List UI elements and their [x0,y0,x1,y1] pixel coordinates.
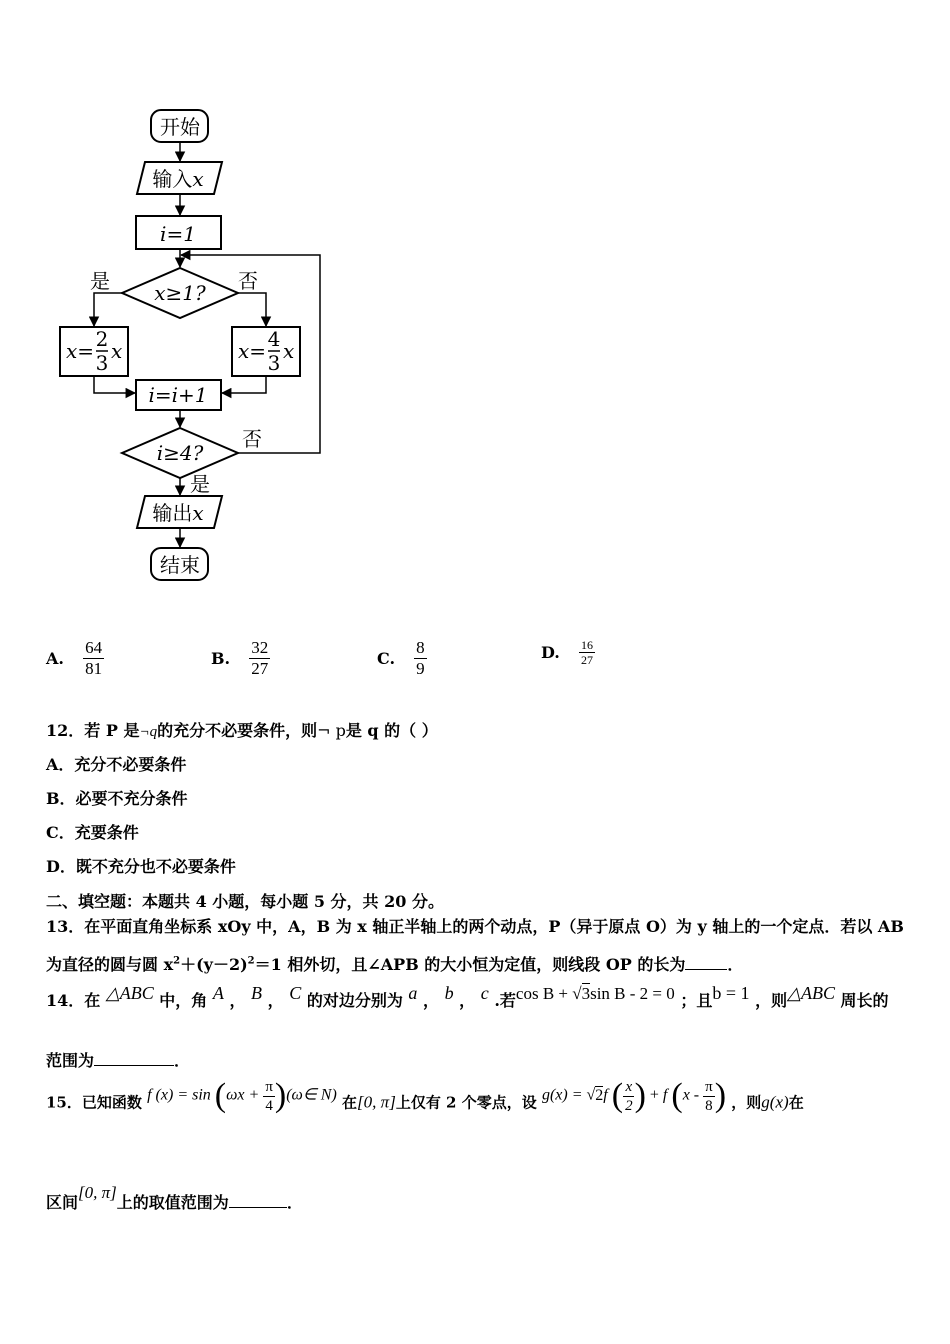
option-fraction: $\frac{16}{27}$ [580,638,593,668]
q11-option-d[interactable] [541,638,595,668]
q12-option-b[interactable]: B．必要不充分条件 [46,789,188,808]
q13-answer-blank[interactable] [685,969,727,970]
right-assign-rhs: x [283,339,295,363]
q15-line2: 区间[0, π]上的取值范围为 ． [46,1183,303,1212]
no-label: 否 [238,269,258,293]
q11-option-a[interactable] [46,638,104,680]
q15-answer-blank[interactable] [229,1207,287,1208]
right-assign-den: 3 [267,351,281,375]
end-label: 结束 [160,553,200,577]
q11-option-c[interactable] [377,638,427,680]
q15-line1: 15．已知函数 f (x) = sin (ωx + $\frac{\pi}{4}$ )(ω∈ N) 在[0, π]上仅有 2 个零点，设 g(x) = √2f ( $\frac{x}{2}$ ) + f (x - $\frac{\pi}{8}$ ) ，则g(x)在 [46,1077,804,1114]
q13-line1: 13．在平面直角坐标系 xOy 中，A，B 为 x 轴正半轴上的两个动点，P（异于原点 O）为 y 轴上的一个定点．若以 AB [46,917,904,936]
q11-option-b[interactable] [211,638,270,680]
q12-option-d[interactable]: D．既不充分也不必要条件 [46,857,236,876]
right-assign-num: 4 [267,327,281,351]
right-assign-lhs: x= [238,339,267,363]
option-label: D. [541,643,560,663]
yes-label: 是 [90,269,110,293]
q14-answer-blank[interactable] [94,1065,174,1066]
option-fraction: $\frac{64}{81}$ [85,638,103,679]
start-label: 开始 [160,115,200,139]
input-label: 输入x [152,167,204,191]
left-assign-lhs: x= [66,339,95,363]
q14-line2: 范围为 ． [46,1051,191,1070]
option-label: A. [46,649,64,669]
option-fraction: $\frac{32}{27}$ [251,638,269,679]
increment-label: i=i+1 [148,383,208,407]
left-assign-den: 3 [95,351,109,375]
init-label: i=1 [160,222,196,246]
cond1-label: x≥1? [154,281,206,305]
flowchart [40,100,340,590]
q14-line1: 14．在 △ABC 中，角 A ， B ， C 的对边分别为 a ， b ， c .若cos B + √3sin B - 2 = 0 ；且b = 1 ，则△ABC 周长的 [46,983,889,1010]
section-heading: 二、填空题：本题共 4 小题，每小题 5 分，共 20 分。 [46,892,444,911]
option-label: C. [377,649,396,669]
q12-stem: 12．若 P 是¬q的充分不必要条件，则¬ p是 q 的（ ） [46,721,438,740]
output-label: 输出x [152,501,204,525]
option-fraction: $\frac{8}{9}$ [416,638,425,679]
exit-yes-label: 是 [190,472,210,496]
left-assign-num: 2 [95,327,109,351]
q13-line2: 为直径的圆与圆 $x^2+(y-2)^2=1$ 相外切，且∠APB 的大小恒为定值，则线段 OP 的长为 ． [46,955,744,974]
loop-no-label: 否 [242,427,262,451]
left-assign-rhs: x [111,339,123,363]
cond2-label: i≥4? [156,441,204,465]
q12-option-a[interactable]: A．充分不必要条件 [46,755,187,774]
q12-option-c[interactable]: C．充要条件 [46,823,139,842]
option-label: B. [211,649,231,669]
